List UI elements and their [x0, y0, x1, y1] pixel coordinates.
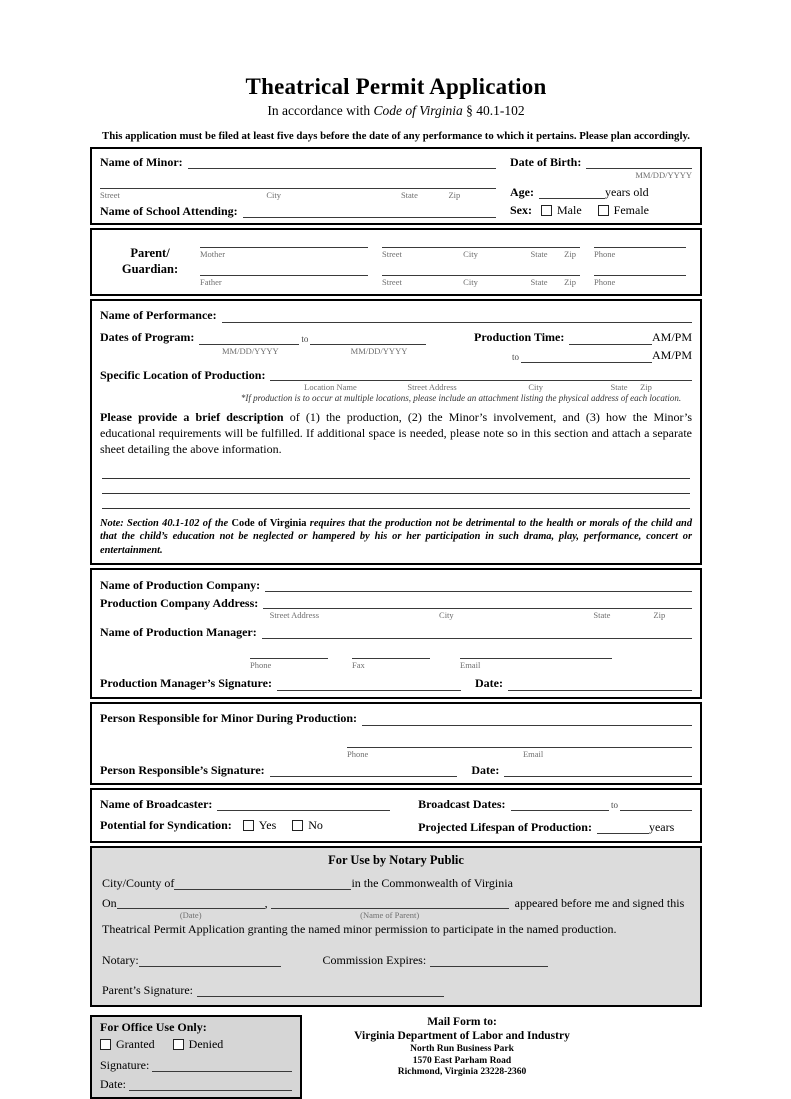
section-broadcaster — [90, 788, 702, 843]
state-sublabel: State — [530, 277, 548, 288]
father-address-line[interactable] — [382, 264, 580, 276]
filing-instruction: This application must be filed at least five days before the date of any performance to which it pertains. Please plan accordingly. — [102, 130, 690, 142]
parent-signature-label: Parent’s Signature: — [102, 982, 193, 997]
location-line[interactable] — [270, 368, 692, 381]
notary-heading: For Use by Notary Public — [328, 852, 464, 867]
mother-phone-line[interactable] — [594, 236, 686, 248]
notary-body-text: Theatrical Permit Application granting the named minor permission to participate in the named production. — [102, 921, 617, 936]
page-title: Theatrical Permit Application — [245, 74, 547, 99]
notary-name-line[interactable] — [139, 955, 281, 967]
broadcast-to-label: to — [610, 799, 618, 810]
notary-parent-name-line[interactable] — [271, 895, 509, 909]
syndication-yes-label: Yes — [258, 818, 277, 833]
description-line-1[interactable] — [102, 464, 690, 479]
production-time-end-line[interactable] — [521, 351, 652, 363]
production-time-label: Production Time: — [474, 330, 565, 345]
city-county-label: City/County of — [102, 875, 175, 890]
street-sublabel: Street — [100, 190, 120, 200]
school-label: Name of School Attending: — [100, 204, 238, 218]
manager-signature-line[interactable] — [277, 679, 461, 691]
phone-sublabel: Phone — [250, 660, 272, 671]
responsible-signature-date-line[interactable] — [504, 765, 692, 777]
section-parent-guardian — [90, 228, 702, 295]
school-name-line[interactable] — [243, 206, 496, 218]
company-address-line[interactable] — [263, 596, 692, 609]
mother-sublabel: Mother — [200, 249, 226, 260]
city-sublabel: City — [528, 381, 544, 392]
city-sublabel: City — [266, 190, 281, 200]
parent-guardian-label: Parent/ Guardian: — [121, 246, 179, 276]
responsible-signature-label: Person Responsible’s Signature: — [100, 762, 265, 777]
father-sublabel: Father — [200, 277, 222, 288]
syndication-no-label: No — [308, 818, 323, 833]
location-name-sublabel: Location Name — [304, 381, 357, 392]
sex-label: Sex: — [510, 202, 532, 217]
fax-sublabel: Fax — [352, 660, 365, 671]
zip-sublabel: Zip — [564, 277, 576, 288]
office-date-label: Date: — [100, 1076, 126, 1091]
phone-sublabel: Phone — [594, 277, 616, 288]
mother-row — [200, 236, 692, 259]
performance-name-line[interactable] — [222, 311, 692, 323]
granted-checkbox[interactable] — [100, 1039, 111, 1050]
subtitle-suffix: § 40.1-102 — [462, 103, 525, 118]
minor-address-line[interactable] — [100, 178, 496, 189]
mail-agency: Virginia Department of Labor and Industry — [354, 1030, 570, 1043]
age-line[interactable] — [539, 187, 605, 199]
zip-sublabel: Zip — [448, 190, 461, 200]
office-use-heading: For Office Use Only: — [100, 1019, 207, 1034]
syndication-yes-checkbox[interactable] — [243, 820, 254, 831]
subtitle-code-of-virginia: Code of Virginia — [373, 103, 463, 118]
office-use-box — [90, 1015, 302, 1099]
age-suffix: years old — [605, 185, 649, 199]
description-instructions: Please provide a brief description of (1) the production, (2) the Minor’s involvement, and (3) how the Minor’s educational requirements will be fulfilled. If additional space is needed, please note so in this section and attach a separate sheet detailing the above information. — [100, 409, 693, 457]
program-start-date-line[interactable] — [199, 333, 299, 345]
office-signature-label: Signature: — [100, 1057, 150, 1072]
sex-female-label: Female — [613, 202, 649, 217]
dob-format-hint: MM/DD/YYYY — [635, 170, 692, 180]
street-sublabel: Street — [382, 277, 402, 288]
page-subtitle — [90, 103, 702, 119]
father-name-line[interactable] — [200, 264, 368, 276]
sex-male-label: Male — [557, 202, 582, 217]
program-end-date-line[interactable] — [310, 333, 426, 345]
minor-name-label: Name of Minor: — [100, 154, 183, 169]
date-label: Date: — [475, 676, 503, 691]
description-line-3[interactable] — [102, 494, 690, 509]
broadcast-end-line[interactable] — [620, 799, 692, 811]
city-sublabel: City — [463, 277, 478, 288]
office-date-line[interactable] — [129, 1079, 292, 1091]
lifespan-line[interactable] — [597, 822, 649, 834]
manager-signature-label: Production Manager’s Signature: — [100, 676, 272, 691]
commonwealth-text: in the Commonwealth of Virginia — [351, 875, 513, 890]
date-format-hint: MM/DD/YYYY — [222, 345, 279, 356]
commission-expires-label: Commission Expires: — [322, 952, 427, 967]
mother-name-line[interactable] — [200, 236, 368, 248]
syndication-no-checkbox[interactable] — [292, 820, 303, 831]
production-manager-label: Name of Production Manager: — [100, 625, 257, 640]
mail-address-block — [332, 1015, 592, 1079]
program-dates-label: Dates of Program: — [100, 330, 195, 345]
company-address-label: Production Company Address: — [100, 596, 259, 611]
person-responsible-label: Person Responsible for Minor During Production: — [100, 711, 358, 726]
time-to-label: to — [512, 351, 520, 362]
email-sublabel: Email — [522, 748, 544, 759]
responsible-phone-email-line[interactable] — [347, 736, 692, 748]
section-person-responsible — [90, 702, 702, 785]
city-sublabel: City — [463, 249, 478, 260]
broadcast-start-line[interactable] — [511, 799, 609, 811]
broadcaster-label: Name of Broadcaster: — [100, 796, 213, 811]
city-sublabel: City — [439, 610, 454, 621]
mother-address-line[interactable] — [382, 236, 580, 248]
description-line-2[interactable] — [102, 479, 690, 494]
code-of-virginia-note: Note: Section 40.1-102 of the Code of Virginia requires that the production not be detrimental to the health or morals of the child and that the child’s education not be neglected or hampered by his or her participation in such drama, play, performance, concert or entertainment. — [100, 517, 693, 556]
state-sublabel: State — [530, 249, 548, 260]
manager-fax-line[interactable] — [352, 647, 430, 659]
mail-form-to: Mail Form to: — [427, 1015, 497, 1028]
notary-label: Notary: — [102, 952, 139, 967]
date-label: Date: — [471, 762, 500, 777]
commission-expires-line[interactable] — [430, 955, 548, 967]
parent-signature-line[interactable] — [197, 985, 444, 997]
section-notary — [90, 846, 702, 1007]
age-label: Age: — [510, 185, 534, 199]
dates-to-label: to — [301, 333, 309, 344]
notary-date-line[interactable] — [117, 895, 265, 909]
manager-phone-line[interactable] — [250, 647, 328, 659]
sex-female-checkbox[interactable] — [598, 205, 609, 216]
denied-checkbox[interactable] — [173, 1039, 184, 1050]
name-of-parent-sublabel: (Name of Parent) — [360, 909, 420, 920]
state-sublabel: State — [593, 610, 611, 621]
production-manager-line[interactable] — [262, 627, 692, 639]
zip-sublabel: Zip — [653, 610, 666, 621]
mail-city: Richmond, Virginia 23228-2360 — [397, 1067, 527, 1078]
person-responsible-line[interactable] — [362, 714, 692, 726]
minor-name-line[interactable] — [188, 157, 496, 169]
granted-label: Granted — [116, 1037, 155, 1052]
ampm-label: AM/PM — [651, 348, 692, 363]
broadcast-dates-label: Broadcast Dates: — [418, 796, 506, 811]
date-sublabel: (Date) — [179, 909, 202, 920]
mail-street: 1570 East Parham Road — [412, 1055, 512, 1066]
subtitle-prefix: In accordance with — [267, 103, 374, 118]
manager-email-line[interactable] — [460, 647, 612, 659]
notary-city-county-line[interactable] — [174, 878, 351, 890]
section-production-company — [90, 568, 702, 698]
email-sublabel: Email — [460, 660, 481, 671]
office-signature-line[interactable] — [152, 1060, 292, 1072]
manager-signature-date-line[interactable] — [508, 679, 692, 691]
street-address-sublabel: Street Address — [269, 610, 320, 621]
dob-label: Date of Birth: — [510, 154, 582, 169]
production-time-start-line[interactable] — [569, 333, 652, 345]
broadcaster-name-line[interactable] — [217, 799, 390, 811]
phone-sublabel: Phone — [594, 249, 616, 260]
street-sublabel: Street — [382, 249, 402, 260]
street-address-sublabel: Street Address — [407, 381, 457, 392]
ampm-label: AM/PM — [651, 330, 692, 345]
performance-name-label: Name of Performance: — [100, 308, 217, 323]
zip-sublabel: Zip — [564, 249, 576, 260]
location-label: Specific Location of Production: — [100, 367, 266, 382]
dob-line[interactable] — [586, 157, 692, 169]
mail-park: North Run Business Park — [410, 1043, 514, 1054]
section-performance — [90, 299, 702, 566]
syndication-label: Potential for Syndication: — [100, 818, 232, 833]
responsible-signature-line[interactable] — [270, 765, 458, 777]
section-minor-info — [90, 147, 702, 225]
company-name-line[interactable] — [265, 580, 692, 592]
date-format-hint: MM/DD/YYYY — [350, 345, 408, 356]
phone-sublabel: Phone — [347, 748, 369, 759]
sex-male-checkbox[interactable] — [541, 205, 552, 216]
state-sublabel: State — [400, 190, 418, 200]
father-row — [200, 264, 692, 287]
denied-label: Denied — [188, 1037, 224, 1052]
multiple-locations-note: *If production is to occur at multiple locations, please include an attachment listing the physical address of each location. — [240, 392, 682, 403]
on-label: On — [102, 895, 117, 910]
father-phone-line[interactable] — [594, 264, 686, 276]
comma-text: , — [264, 895, 268, 910]
state-sublabel: State — [610, 381, 628, 392]
appeared-text: appeared before me and signed this — [514, 895, 685, 910]
years-suffix: years — [648, 819, 675, 834]
company-name-label: Name of Production Company: — [100, 578, 261, 593]
lifespan-label: Projected Lifespan of Production: — [418, 819, 592, 834]
zip-sublabel: Zip — [640, 381, 652, 392]
